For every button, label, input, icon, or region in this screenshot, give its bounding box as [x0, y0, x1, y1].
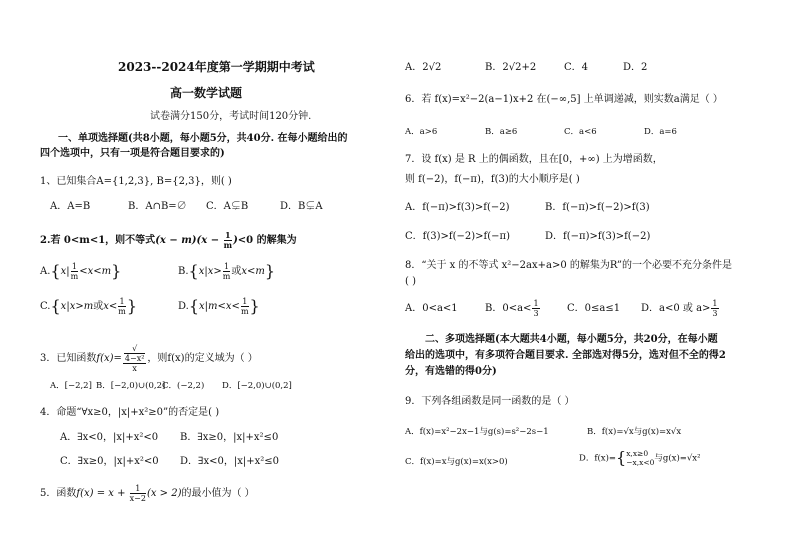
q6-option-b: B．a≥6	[485, 127, 518, 137]
q7-option-d: D．f(−π)>f(3)>f(−2)	[545, 231, 651, 242]
q9-option-a: A．f(x)=x²−2x−1与g(s)=s²−2s−1	[405, 427, 549, 437]
q2-option-d: D.{x|m<x< $\frac{1}{m}$ }	[178, 296, 260, 316]
q8-stem-1: 8．“关于 x 的不等式 x²−2ax+a>0 的解集为R”的一个必要不充分条件是	[405, 260, 732, 271]
exam-info: 试卷满分150分，考试时间120分钟.	[150, 111, 312, 122]
section2-heading-3: 分，有选错的得0分)	[405, 366, 497, 377]
q3-option-c: C．(−2,2)	[162, 381, 205, 391]
q5-option-a: A．2√2	[405, 62, 442, 73]
q4-option-a: A．∃x<0，|x|+x²<0	[60, 432, 159, 443]
q4-option-d: D．∃x<0，|x|+x²≤0	[180, 456, 279, 467]
q1-option-b: B．A∩B=∅	[128, 201, 187, 212]
q6-option-d: D．a=6	[644, 127, 677, 137]
section2-heading-1: 二、多项选择题(本大题共4小题，每小题5分，共20分，在每小题	[425, 334, 718, 345]
q1-option-d: D．B⊊A	[280, 201, 323, 212]
q1-stem: 1、已知集合A={1,2,3}, B={2,3}，则( )	[40, 176, 232, 187]
q3-option-a: A．[−2,2]	[50, 381, 92, 391]
q8-option-c: C．0≤a≤1	[567, 303, 621, 314]
q3-option-b: B．[−2,0)∪(0,2]	[96, 381, 166, 391]
q4-option-c: C．∃x≥0，|x|+x²<0	[60, 456, 159, 467]
q6-option-a: A．a>6	[405, 127, 438, 137]
q2-c-or: 或	[93, 301, 104, 312]
q3-stem: 3．已知函数f(x)= √ 4−x² x ，则f(x)的定义域为（ ）	[40, 344, 258, 373]
q1-option-a: A．A=B	[50, 201, 91, 212]
q2-option-c: C.{x|x>m或x< $\frac{1}{m}$ }	[40, 296, 138, 316]
section2-heading-2: 给出的选项中，有多项符合题目要求. 全部选对得5分，选对但不全的得2	[405, 350, 726, 361]
q8-option-d: D．a<0 或 a> $\frac{1}{3}$	[641, 299, 718, 318]
q7-option-c: C．f(3)>f(−2)>f(−π)	[405, 231, 510, 242]
q8-option-b: B．0<a< $\frac{1}{3}$	[485, 299, 539, 318]
q2-option-a: A.{x| $\frac{1}{m}$ <x<m}	[40, 261, 122, 281]
q4-option-b: B．∃x≥0，|x|+x²≤0	[180, 432, 279, 443]
q2-option-b: B.{x|x> $\frac{1}{m}$ 或x<m}	[178, 261, 276, 281]
q8-option-a: A．0<a<1	[405, 303, 458, 314]
exam-title: 2023--2024年度第一学期期中考试	[118, 60, 315, 74]
q9-stem: 9．下列各组函数是同一函数的是（ ）	[405, 396, 575, 407]
q9-option-c: C．f(x)=x与g(x)=x(x>0)	[405, 457, 508, 467]
q7-option-a: A．f(−π)>f(3)>f(−2)	[405, 202, 510, 213]
q7-stem-1: 7．设 f(x) 是 R 上的偶函数，且在[0，+∞) 上为增函数，	[405, 154, 663, 165]
q2-stem: 2.若 0<m<1，则不等式(x − m)(x − $\frac{1}{m}$ )<0 的解集为	[40, 230, 297, 250]
q6-option-c: C．a<6	[564, 127, 597, 137]
q1-option-c: C．A⊊B	[206, 201, 249, 212]
q9-option-b: B．f(x)=√x与g(x)=x√x	[587, 427, 682, 437]
q5-option-d: D．2	[623, 62, 648, 73]
q7-stem-2: 则 f(−2)，f(−π)，f(3)的大小顺序是( )	[405, 174, 580, 185]
q5-option-b: B．2√2+2	[485, 62, 537, 73]
q9-option-d: D．f(x)={ x,x≥0 −x,x<0 与g(x)=√x²	[579, 448, 701, 467]
q5-stem: 5．函数f(x) = x + $\frac{1}{x-2}$ (x > 2)的最小值为（ ）	[40, 484, 255, 503]
q5-option-c: C．4	[564, 62, 589, 73]
exam-subtitle: 高一数学试题	[170, 86, 243, 100]
q8-stem-2: ( )	[405, 276, 416, 287]
q4-stem: 4．命题“∀x≥0，|x|+x²≥0”的否定是( )	[40, 407, 220, 418]
section1-heading: 一、单项选择题(共8小题，每小题5分，共40分. 在每小题给出的	[58, 133, 348, 144]
q3-option-d: D．[−2,0)∪(0,2]	[222, 381, 292, 391]
section1-heading-2: 四个选项中，只有一项是符合题目要求的)	[40, 148, 225, 159]
q6-stem: 6．若 f(x)=x²−2(a−1)x+2 在(−∞,5] 上单调递减，则实数a满足（ ）	[405, 94, 723, 105]
q7-option-b: B．f(−π)>f(−2)>f(3)	[545, 202, 650, 213]
